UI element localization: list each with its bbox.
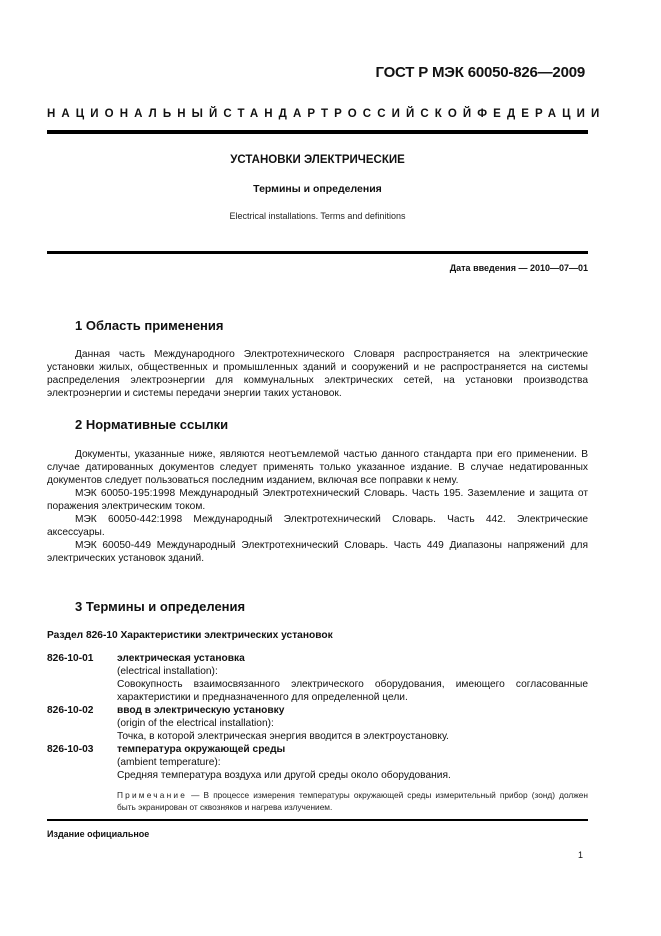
term-name: электрическая установка (117, 653, 245, 664)
document-subtitle: Термины и определения (253, 183, 382, 195)
normative-ref-item: МЭК 60050-442:1998 Международный Электротехнический Словарь. Часть 442. Электрические аксессуары. (47, 514, 588, 538)
term-definition: Совокупность взаимосвязанного электрического оборудования, имеющего согласованные характеристики и предназначенного для определенной цели. (117, 679, 588, 703)
term-english: (ambient temperature): (117, 757, 221, 768)
banner-word: ФЕДЕРАЦИИ (477, 108, 606, 120)
term-number: 826-10-01 (47, 653, 94, 664)
banner-word: РОССИЙСКОЙ (334, 108, 478, 120)
term-entry (47, 652, 588, 704)
subsection-heading: Раздел 826-10 Характеристики электрических установок (47, 630, 333, 641)
term-definition: Средняя температура воздуха или другой среды около оборудования. (117, 770, 451, 781)
scope-text: Данная часть Международного Электротехнического Словаря распространяется на электрические установки жилых, общественных и промышленных зданий и сооружений и не распространяется на системы распределения электроэнергии для коммунальных электрических сетей, на установки производства электроэнергии и системы передачи энергии таких установок. (47, 349, 588, 399)
normative-ref-item: МЭК 60050-195:1998 Международный Электротехнический Словарь. Часть 195. Заземление и защита от поражения электрическим током. (47, 488, 588, 512)
national-standard-banner (47, 108, 606, 120)
normative-refs-intro: Документы, указанные ниже, являются неотъемлемой частью данного стандарта при его применении. В случае датированных документов следует применять только указанное издание. В случае недатированных документов следует пользоваться последним изданием, включая все поправки к нему. (47, 449, 588, 486)
note-text: — В процессе измерения температуры окружающей среды измерительный прибор (зонд) должен быть экранирован от сквозняков и нагрева излучением. (117, 790, 588, 812)
term-number: 826-10-03 (47, 744, 94, 755)
note-label: Примечание (117, 790, 188, 800)
banner-word: СТАНДАРТ (223, 108, 335, 120)
header-divider (47, 130, 588, 134)
official-edition-label: Издание официальное (47, 829, 150, 839)
document-code: ГОСТ Р МЭК 60050-826—2009 (375, 64, 585, 81)
scope-paragraph (47, 348, 588, 400)
term-entry (47, 704, 588, 743)
term-english: (electrical installation): (117, 666, 218, 677)
term-english: (origin of the electrical installation): (117, 718, 274, 729)
section-heading-terms: 3 Термины и определения (75, 599, 246, 614)
term-number: 826-10-02 (47, 705, 94, 716)
term-entry (47, 743, 588, 782)
section-heading-normative-refs: 2 Нормативные ссылки (75, 417, 229, 432)
term-definition: Точка, в которой электрическая энергия вводится в электроустановку. (117, 731, 449, 742)
page-number: 1 (577, 850, 583, 860)
term-name: температура окружающей среды (117, 744, 286, 755)
normative-ref-item: МЭК 60050-449 Международный Электротехнический Словарь. Часть 449 Диапазоны напряжений для электрических установок зданий. (47, 540, 588, 564)
section-heading-scope: 1 Область применения (75, 318, 224, 333)
document-title: УСТАНОВКИ ЭЛЕКТРИЧЕСКИЕ (230, 154, 405, 166)
normative-refs-block (47, 448, 588, 565)
term-note (117, 789, 588, 813)
banner-word: НАЦИОНАЛЬНЫЙ (47, 108, 224, 120)
title-divider (47, 251, 588, 254)
english-title: Electrical installations. Terms and definitions (229, 211, 406, 221)
footer-divider (47, 819, 588, 821)
term-name: ввод в электрическую установку (117, 705, 285, 716)
introduction-date: Дата введения — 2010—07—01 (449, 263, 588, 273)
